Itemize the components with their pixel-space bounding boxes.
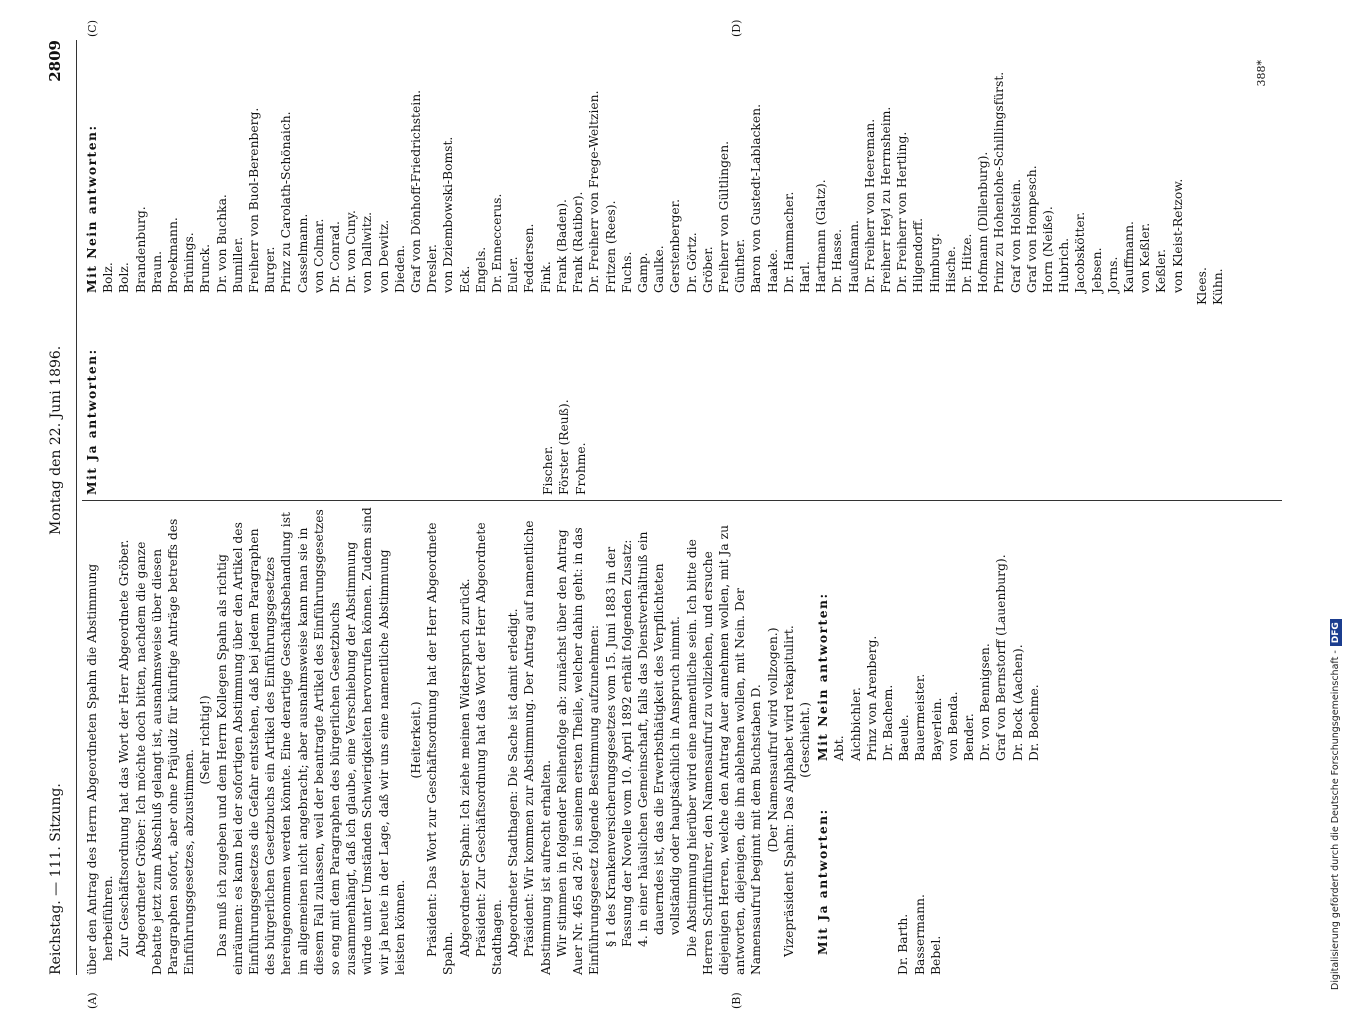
nein-name: von Benda. <box>945 691 960 761</box>
nein-name: Feddersen. <box>522 223 537 293</box>
nein-name: Dr. Bock (Aachen). <box>1010 644 1025 761</box>
nein-name: Abt. <box>832 735 847 761</box>
nein-name: Fuchs. <box>619 251 634 293</box>
ja-name: Bassermann. <box>912 894 927 975</box>
nein-name: Braun. <box>149 251 164 293</box>
nein-name: Graf von Holstein. <box>1008 178 1023 293</box>
ja-name: Fischer. <box>541 445 556 495</box>
nein-name: Gamp. <box>635 252 650 293</box>
nein-name: Frank (Baden). <box>554 199 569 293</box>
margin-mark-b: (B) <box>730 992 743 1009</box>
nein-heading: Mit Nein antworten: <box>815 592 831 761</box>
nein-heading: Mit Nein antworten: <box>84 124 99 293</box>
ja-list-left <box>815 775 1042 975</box>
nein-name: Dr. Freiherr von Hertling. <box>895 131 910 293</box>
nein-name: Dr. Boehme. <box>1026 684 1041 761</box>
nein-name: Fink. <box>538 261 553 293</box>
nein-name: Graf von Bernstorff (Lauenburg). <box>994 554 1009 761</box>
nein-name: Dr. Freiherr von Heereman. <box>862 118 877 293</box>
interjection: (Der Namensaufruf wird vollzogen.) <box>765 627 780 853</box>
digitization-note: Digitalisierung gefördert durch die Deutsche Forschungsgemeinschaft - <box>1330 650 1341 990</box>
sheet-note: 388* <box>1255 60 1268 87</box>
nein-name: Burger. <box>263 246 278 293</box>
nein-name: Jorns. <box>1105 256 1120 293</box>
nein-name: von Kleist-Retzow. <box>1170 178 1185 293</box>
nein-name: Bumiller. <box>230 236 245 293</box>
nein-name: Dr. von Buchka. <box>214 194 229 293</box>
nein-name: Euler. <box>506 256 521 293</box>
ja-name: Kühn. <box>1211 268 1226 305</box>
interjection: (Geschieht.) <box>797 702 812 778</box>
nein-name: Freiherr von Buol-Berenberg. <box>247 107 262 293</box>
nein-name: Hilgendorff. <box>911 217 926 293</box>
ja-list-right <box>84 305 1229 495</box>
nein-name: Dr. von Cuny. <box>344 210 359 293</box>
nein-name: Broekmann. <box>166 217 181 293</box>
margin-mark-d: (D) <box>730 19 743 37</box>
nein-name: Baron von Gustedt-Lablacken. <box>749 104 764 293</box>
nein-name: Dr. Conrad. <box>328 221 343 293</box>
nein-name: Dieden. <box>392 244 407 293</box>
paragraph: Vizepräsident Spahn: Das Alphabet wird rekapitulirt. <box>781 625 796 957</box>
nein-name: Dr. Hitze. <box>959 233 974 293</box>
paragraph: Abgeordneter Gröber: Ich möchte doch bitten, nachdem die ganze Debatte jetzt zum Abschluß gelangt ist, ausnahmsweise über diesen Paragraphen sofort, aber ohne Präjudiz für künftige Anträge betreffs des Einführungsgesetzes, abzustimmen. <box>133 518 197 975</box>
right-column <box>84 40 1294 495</box>
nein-name: Graf von Dönhoff-Friedrichstein. <box>409 89 424 293</box>
nein-name: Dr. Görtz. <box>684 232 699 293</box>
page-header <box>40 40 74 975</box>
nein-name: Freiherr Heyl zu Herrnsheim. <box>878 106 893 293</box>
nein-name: Bender. <box>961 713 976 761</box>
nein-name: Haake. <box>765 248 780 293</box>
ja-list-right-late <box>1194 267 1226 305</box>
ja-name: Förster (Reuß). <box>557 399 572 495</box>
nein-name: Bolz. <box>101 262 116 293</box>
interjection: (Heiterkeit.) <box>409 701 424 779</box>
nein-name: Bolz. <box>117 262 132 293</box>
ja-name: Bebel. <box>928 935 943 975</box>
nein-name: Gaulke. <box>652 245 667 293</box>
nein-name: Prinz zu Carolath-Schönaich. <box>279 111 294 293</box>
nein-name: Günther. <box>733 238 748 293</box>
nein-name: Frank (Ratibor). <box>571 191 586 293</box>
rotated-page <box>40 19 1300 1009</box>
nein-name: Brandenburg. <box>133 206 148 293</box>
nein-name: Eck. <box>457 265 472 293</box>
quoted-provision: § 1 des Krankenversicherungsgesetzes vom 15. Juni 1883 in der Fassung der Novelle vom 10. April 1892 erhält folgenden Zusatz: <box>603 539 634 947</box>
dfg-logo: DFG <box>1330 619 1342 646</box>
nein-name: Bayerlein. <box>929 697 944 761</box>
nein-name: Baeule. <box>897 714 912 761</box>
vote-lists-left <box>815 505 1042 975</box>
paragraph: Präsident: Das Wort zur Geschäftsordnung hat der Herr Abgeordnete Spahn. <box>425 522 456 975</box>
nein-name: Hofmann (Dillenburg). <box>976 151 991 293</box>
nein-name: Hartmann (Glatz). <box>814 179 829 293</box>
paragraph: Abgeordneter Spahn: Ich ziehe meinen Widerspruch zurück. <box>457 578 472 957</box>
nein-name: Haußmann. <box>846 220 861 293</box>
ja-heading: Mit Ja antworten: <box>84 348 99 495</box>
ja-name: Klees. <box>1195 267 1209 305</box>
nein-name: Brünings. <box>182 232 197 293</box>
ja-heading: Mit Ja antworten: <box>815 808 831 955</box>
nein-name: Jacobskötter. <box>1073 211 1088 293</box>
paragraph: Präsident: Wir kommen zur Abstimmung. Der Antrag auf namentliche Abstimmung ist aufrecht erhalten. <box>522 520 553 975</box>
nein-name: Dr. Hasse. <box>830 228 845 293</box>
column-divider <box>82 500 1282 501</box>
nein-name: Freiherr von Gültlingen. <box>716 140 731 293</box>
nein-name: Jebsen. <box>1089 247 1104 293</box>
nein-name: von Keßler. <box>1138 222 1153 293</box>
nein-name: Hubrich. <box>1057 237 1072 293</box>
nein-name: Harl. <box>797 261 812 293</box>
paragraph: Abgeordneter Stadthagen: Die Sache ist damit erledigt. <box>506 608 521 957</box>
nein-list-left <box>815 511 1042 761</box>
nein-name: Dr. Bachem. <box>880 684 895 761</box>
nein-name: Prinz zu Hohenlohe-Schillingsfürst. <box>992 71 1007 293</box>
nein-name: Dr. Hammacher. <box>781 191 796 293</box>
nein-name: von Dziembowski-Bomst. <box>441 136 456 293</box>
paragraph: Präsident: Zur Geschäftsordnung hat das Wort der Herr Abgeordnete Stadthagen. <box>473 522 505 975</box>
left-column <box>84 505 1294 975</box>
nein-name: Prinz von Arenberg. <box>864 635 879 761</box>
nein-name: Horn (Neiße). <box>1040 206 1055 293</box>
nein-name: Gerstenberger. <box>668 198 683 293</box>
nein-name: Dr. von Bennigsen. <box>978 643 993 761</box>
nein-name: Gröber. <box>700 246 715 293</box>
nein-name: Dr. Freiherr von Frege-Weltzien. <box>587 90 602 293</box>
nein-list-right <box>84 43 1229 293</box>
header-date: Montag den 22. Juni 1896. <box>48 345 64 535</box>
header-rule <box>76 40 77 975</box>
paragraph: Die Abstimmung hierüber wird eine namentliche sein. Ich bitte die Herren Schriftführer, den Namensaufruf zu vollziehen, und ersuche diejenigen Herren, welche den Antrag Auer annehmen wollen, mit Ja zu antworten, diejenigen, die ihn ablehnen wollen, mit Nein. Der Namensaufruf beginnt mit dem Buchstaben D. <box>684 524 764 975</box>
nein-name: Keßler. <box>1154 249 1169 293</box>
nein-name: von Dallwitz. <box>360 211 375 293</box>
nein-name: von Dewitz. <box>376 219 391 293</box>
nein-name: Fritzen (Rees). <box>603 200 618 293</box>
paragraph: über den Antrag des Herrn Abgeordneten Spahn die Abstimmung herbeiführen. <box>85 563 116 975</box>
digitization-credit <box>1330 0 1342 990</box>
nein-name: Bauermeister. <box>913 673 928 761</box>
paragraph: Das muß ich zugeben und dem Herrn Kollegen Spahn als richtig einräumen: es kann bei der sofortigen Abstimmung über den Artikel des Einführungsgesetzes die Gefahr entstehen, daß bei jedem Paragraphen des bürgerlichen Gesetzbuchs ein Artikel des Einführungsgesetzes hereingenommen werden könnte. Eine derartige Geschäftsbehandlung ist im allgemeinen nicht angebracht; aber ausnahmsweise kann man sie in diesem Fall zulassen, weil der beantragte Artikel des Einführungsgesetzes so eng mit dem Paragraphen des bürgerlichen Gesetzbuchs zusammenhängt, daß ich glaube, eine Verschiebung der Abstimmung würde unter Umständen Schwierigkeiten hervorrufen können. Zudem sind wir ja heute in der Lage, daß wir uns eine namentliche Abstimmung leisten können. <box>214 507 407 975</box>
nein-name: Aichbichler. <box>848 687 863 761</box>
ja-name: Frohme. <box>573 442 588 495</box>
vote-lists-right <box>84 40 1229 495</box>
header-session: Reichstag. — 111. Sitzung. <box>48 783 64 975</box>
margin-mark-a: (A) <box>86 992 99 1009</box>
margin-mark-c: (C) <box>86 20 99 37</box>
paragraph: Wir stimmen in folgender Reihenfolge ab: zunächst über den Antrag Auer Nr. 465 ad 26¹ in seinem ersten Theile, welcher dahin geht: in das Einführungsgesetz folgende Bestimmung aufzunehmen: <box>554 527 602 975</box>
paragraph: Zur Geschäftsordnung hat das Wort der Herr Abgeordnete Gröber. <box>117 539 132 957</box>
nein-name: Casselmann. <box>295 213 310 293</box>
nein-name: von Colmar. <box>311 218 326 293</box>
quoted-provision: 4. in einer häuslichen Gemeinschaft, falls das Dienstverhältniß ein dauerndes ist, das die Erwerbsthätigkeit des Verpflichteten vollständig oder hauptsächlich in Anspruch nimmt. <box>635 531 683 947</box>
page-number: 2809 <box>46 40 64 82</box>
nein-name: Dr. Enneccerus. <box>490 193 505 293</box>
nein-name: Brunck. <box>198 243 213 293</box>
nein-name: Himburg. <box>927 233 942 293</box>
ja-name: Dr. Barth. <box>896 913 911 975</box>
nein-name: Dresler. <box>425 244 440 293</box>
interjection: (Sehr richtig!) <box>198 695 213 785</box>
nein-name: Engels. <box>473 246 488 293</box>
nein-name: Kauffmann. <box>1122 221 1136 293</box>
nein-name: Graf von Hompesch. <box>1024 165 1039 293</box>
nein-name: Hische. <box>943 246 958 293</box>
